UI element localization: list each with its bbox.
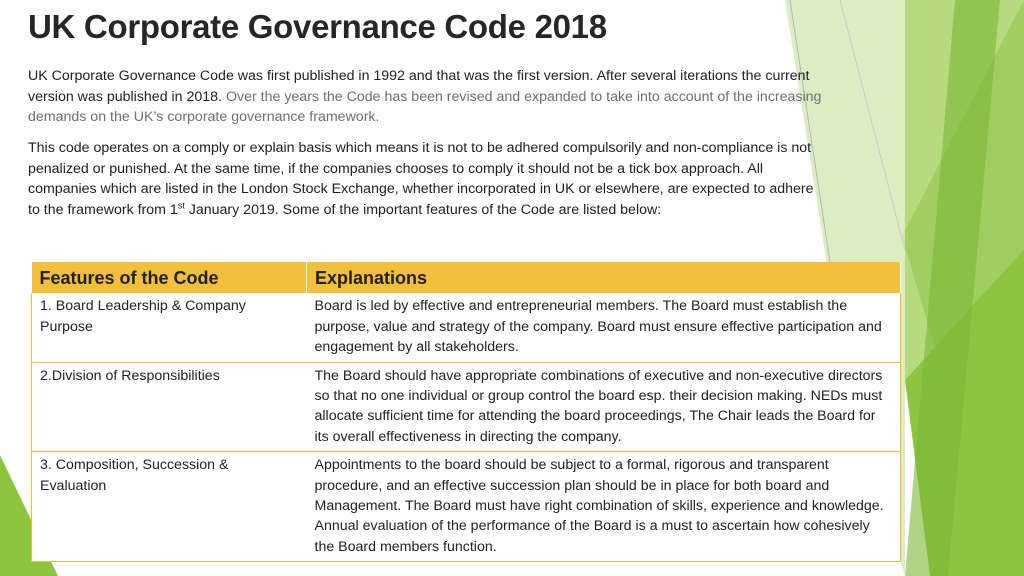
table-row — [32, 362, 901, 452]
table-header-row — [32, 262, 901, 293]
body-text-before-sup: This code operates on a comply or explain basis which means it is not to be adhered compulsorily and non-compliance is not penalized or punished. At the same time, if the companies chooses to comply it should not be a tick box approach. All companies which are listed in the London Stock Exchange, whether incorporated in UK or elsewhere, are expected to adhere to the framework from 1 — [28, 140, 814, 218]
table-cell-explanation: The Board should have appropriate combinations of executive and non-executive directors so that no one individual or group control the board esp. their decision making. NEDs must allocate sufficient time for attending the board proceedings, The Chair leads the Board for its overall effectiveness in directing the company. — [307, 362, 901, 452]
table-row — [32, 452, 901, 562]
intro-text-part2: Over the years the Code has been revised and expanded to take into account of the increasing demands on the UK’s corporate governance framework. — [28, 88, 822, 126]
table-header-features: Features of the Code — [32, 262, 307, 293]
table-header-explanations: Explanations — [307, 262, 901, 293]
table-cell-feature: 1. Board Leadership & Company Purpose — [32, 293, 307, 362]
intro-text-part1: UK Corporate Governance Code was first published in 1992 and that was the first version. After several iterations the current version was published in 2018. — [28, 68, 810, 105]
features-table — [31, 262, 901, 562]
slide-title: UK Corporate Governance Code 2018 — [28, 8, 607, 45]
body-superscript: st — [177, 200, 185, 211]
table-cell-explanation: Board is led by effective and entrepreneurial members. The Board must establish the purpose, value and strategy of the company. Board must ensure effective participation and engagement by all stakeholders. — [307, 293, 901, 362]
intro-paragraph — [28, 66, 828, 128]
table-row — [32, 293, 901, 362]
table-cell-feature: 2.Division of Responsibilities — [32, 362, 307, 452]
body-text-after-sup: January 2019. Some of the important features of the Code are listed below: — [184, 201, 662, 218]
table-cell-explanation: Appointments to the board should be subject to a formal, rigorous and transparent procedure, and an effective succession plan should be in place for both board and Management. The Board must have right combination of skills, experience and knowledge. Annual evaluation of the performance of the Board is a must to ascertain how cohesively the Board members function. — [307, 452, 901, 562]
body-paragraph — [28, 138, 828, 220]
table-cell-feature: 3. Composition, Succession & Evaluation — [32, 452, 307, 562]
